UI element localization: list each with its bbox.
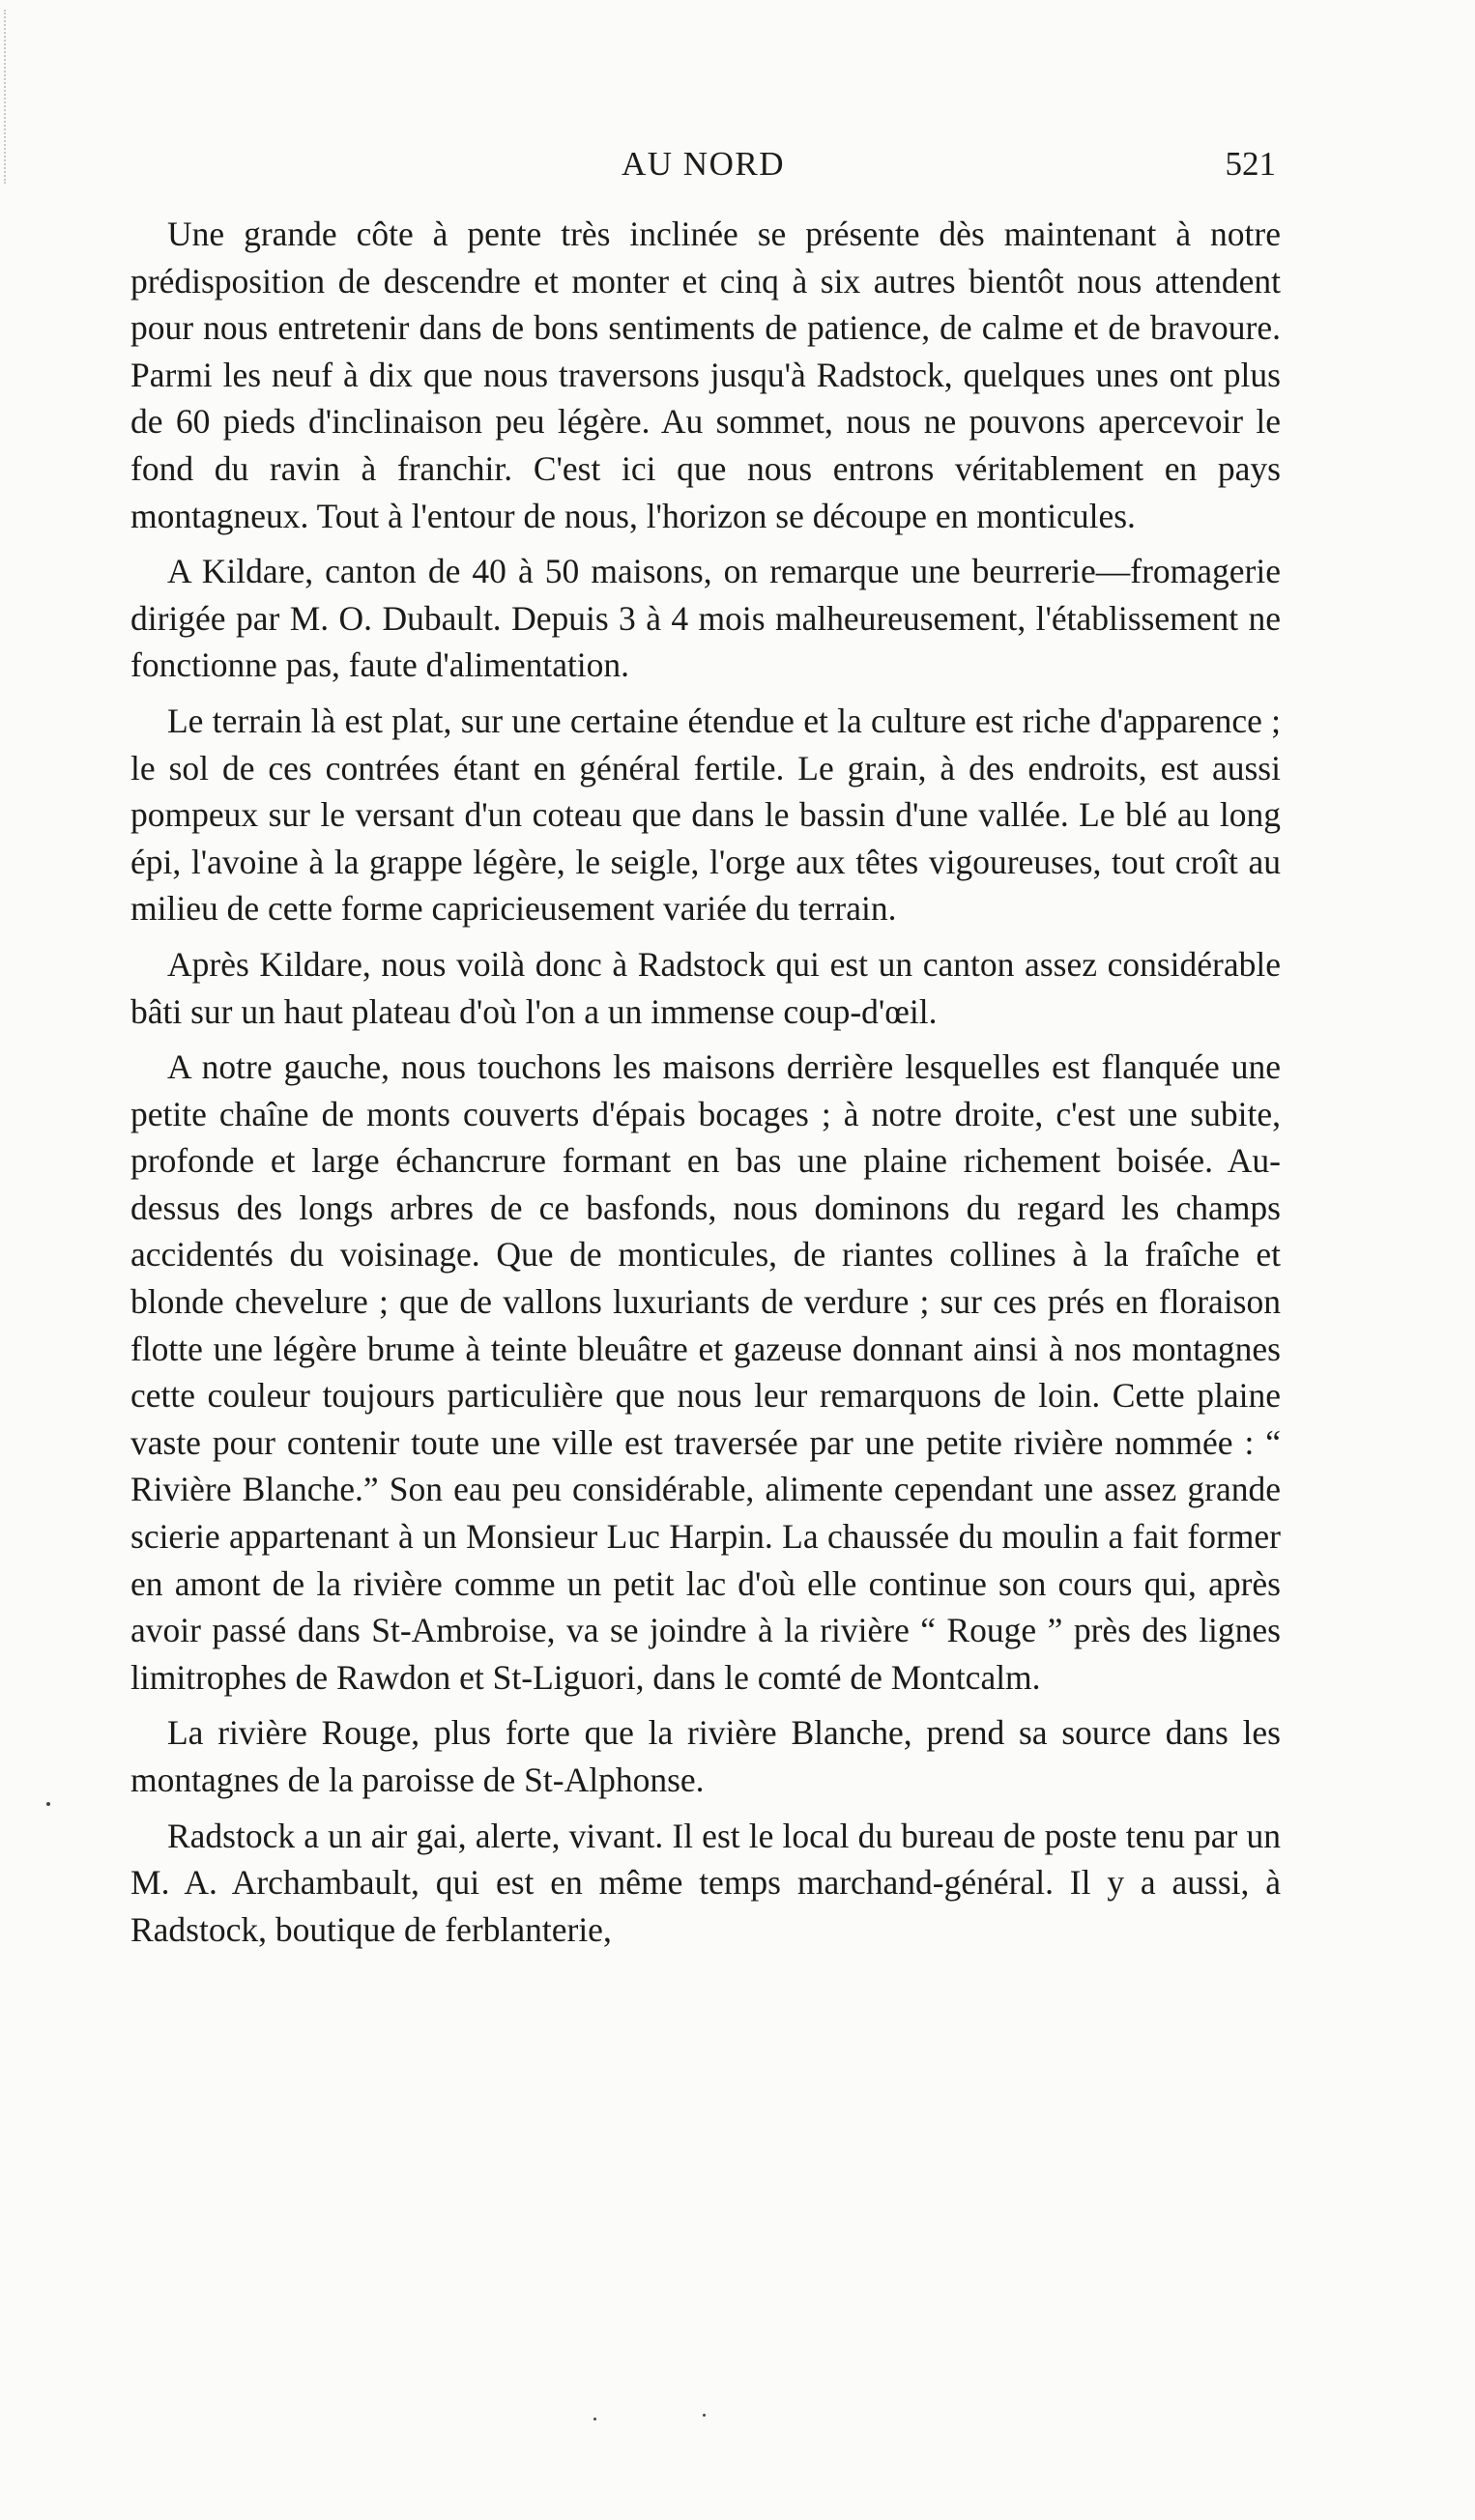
body-text — [130, 211, 1281, 1962]
paragraph: Le terrain là est plat, sur une certaine étendue et la culture est riche d'apparence ; le sol de ces contrées étant en général fertile. Le grain, à des endroits, est aussi pompeux sur le versant d'un coteau que dans le bassin d'une vallée. Le blé au long épi, l'avoine à la grappe légère, le seigle, l'orge aux têtes vigoureuses, tout croît au milieu de cette forme capricieusement variée du terrain. — [130, 701, 1281, 929]
paragraph: Une grande côte à pente très inclinée se présente dès maintenant à notre prédisposition de descendre et monter et cinq à six autres bientôt nous attendent pour nous entretenir dans de bons sentiments de patience, de calme et de bravoure. Parmi les neuf à dix que nous traversons jusqu'à Radstock, quelques unes ont plus de 60 pieds d'inclinaison peu légère. Au sommet, nous ne pouvons apercevoir le fond du ravin à franchir. C'est ici que nous entrons véritablement en pays montagneux. Tout à l'entour de nous, l'horizon se découpe en monticules. — [130, 215, 1281, 535]
ink-speck — [593, 2418, 596, 2420]
paragraph: Radstock a un air gai, alerte, vivant. Il est le local du bureau de poste tenu par un M. A. Archambault, qui est en même temps marchand-général. Il y a aussi, à Radstock, boutique de ferblanterie, — [130, 1816, 1281, 1949]
paragraph: A notre gauche, nous touchons les maisons derrière lesquelles est flanquée une petite chaîne de monts couverts d'épais bocages ; à notre droite, c'est une subite, profonde et large échancrure formant en bas une plaine richement boisée. Au-dessus des longs arbres de ce basfonds, nous dominons du regard les champs accidentés du voisinage. Que de monticules, de riantes collines à la fraîche et blonde chevelure ; que de vallons luxuriants de verdure ; sur ces prés en floraison flotte une légère brume à teinte bleuâtre et gazeuse donnant ainsi à nos montagnes cette couleur toujours particulière que nous leur remarquons de loin. Cette plaine vaste pour contenir toute une ville est traversée par une petite rivière nommée : “ Rivière Blanche.” Son eau peu considérable, alimente cependant une assez grande scierie appartenant à un Monsieur Luc Harpin. La chaussée du moulin a fait former en amont de la rivière comme un petit lac d'où elle continue son cours qui, après avoir passé dans St-Ambroise, va se joindre à la rivière “ Rouge ” près des lignes limitrophes de Rawdon et St-Liguori, dans le comté de Montcalm. — [130, 1047, 1281, 1697]
paragraph: A Kildare, canton de 40 à 50 maisons, on remarque une beurrerie—fromagerie dirigée par M. O. Dubault. Depuis 3 à 4 mois malheureusement, l'établissement ne fonctionne pas, faute d'alimentation. — [130, 552, 1281, 685]
ink-speck — [46, 1802, 50, 1806]
paragraph: La rivière Rouge, plus forte que la rivière Blanche, prend sa source dans les montagnes de la paroisse de St-Alphonse. — [130, 1713, 1281, 1799]
page-edge-marks — [4, 10, 10, 184]
running-head: AU NORD — [622, 145, 785, 183]
ink-speck — [703, 2414, 706, 2417]
paragraph: Après Kildare, nous voilà donc à Radstock qui est un canton assez considérable bâti sur un haut plateau d'où l'on a un immense coup-d'œil. — [130, 944, 1281, 1031]
page-number: 521 — [1225, 145, 1276, 183]
page-header — [130, 145, 1276, 203]
